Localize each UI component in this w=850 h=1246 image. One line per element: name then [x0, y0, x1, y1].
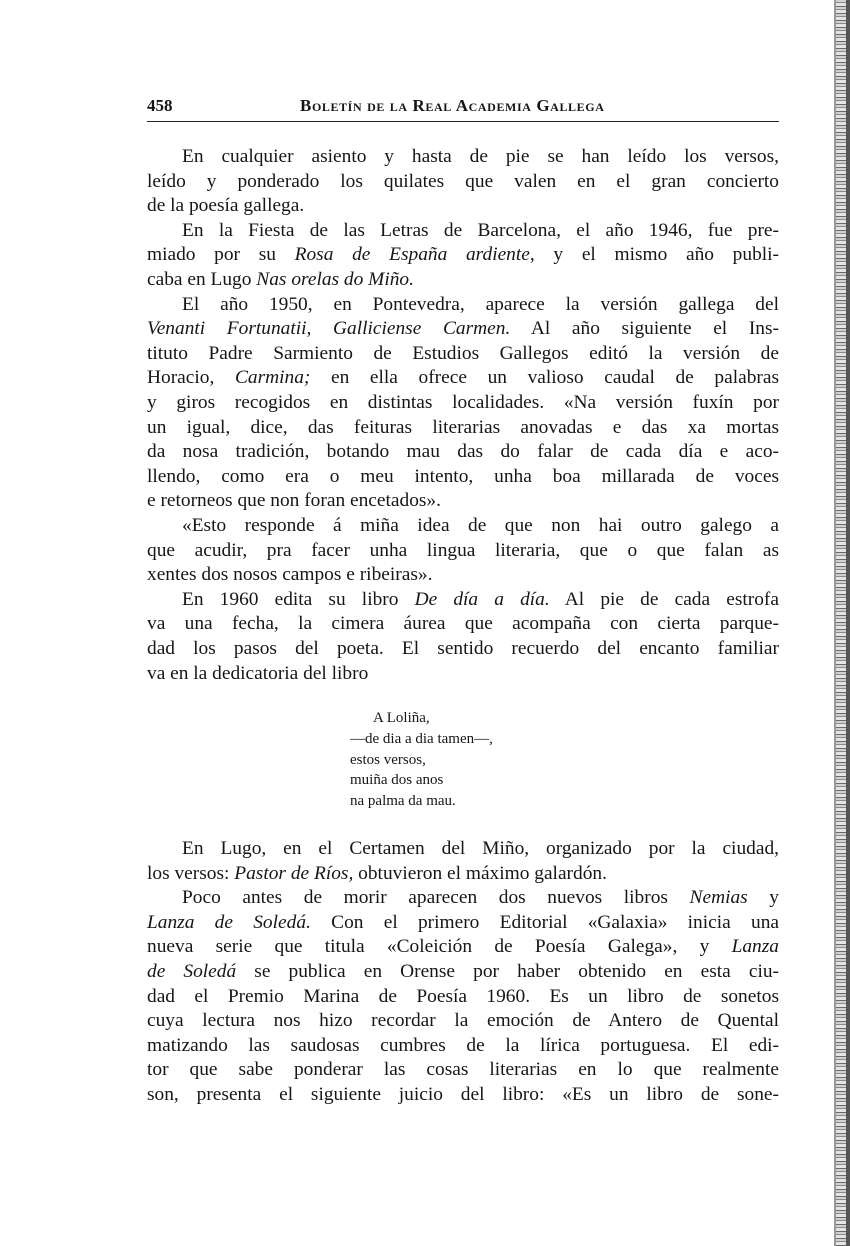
text-line [147, 1083, 779, 1107]
text-segment: En cualquier asiento y hasta de pie se han leído los versos, [182, 146, 779, 167]
text-line [182, 886, 779, 910]
italic-title: Nemias [689, 887, 748, 909]
text-segment: va en la dedicatoria del libro [147, 662, 369, 684]
dedication-line: A Loliña, [373, 710, 430, 726]
text-segment: En 1960 edita su libro [182, 588, 415, 610]
text-segment: leído y ponderado los quilates que valen en el gran concierto [147, 170, 779, 192]
text-line [147, 170, 779, 194]
text-line [147, 342, 779, 366]
text-line [182, 588, 779, 612]
text-line [147, 1034, 779, 1058]
text-segment: Al año siguiente el Ins- [510, 318, 779, 340]
text-segment: llendo, como era o meu intento, unha boa millarada de voces [147, 465, 779, 487]
italic-title: Nas orelas do Miño. [256, 269, 414, 290]
text-segment: Al pie de cada estrofa [549, 588, 779, 610]
page-number: 458 [147, 96, 173, 115]
italic-title: de Soledá [147, 961, 237, 982]
text-line [147, 268, 779, 292]
text-line [147, 194, 779, 218]
dedication-line: —de dia a dia tamen—, [350, 730, 493, 747]
text-segment: un igual, dice, das feituras literarias anovadas e das xa mortas [147, 416, 779, 438]
text-segment: matizando las saudosas cumbres de la lírica portuguesa. El edi- [147, 1034, 779, 1056]
text-segment: El año 1950, en Pontevedra, aparece la versión gallega del [182, 293, 779, 315]
text-line [147, 637, 779, 661]
italic-title: Venanti Fortunatii, Galliciense Carmen. [147, 318, 511, 340]
text-segment: los versos: [147, 862, 235, 884]
italic-title: Lanza de Soledá. [147, 911, 311, 933]
text-segment: en ella ofrece un valioso caudal de palabras [310, 367, 779, 389]
text-segment: tituto Padre Sarmiento de Estudios Gallegos editó la versión de [147, 342, 779, 364]
running-title: Boletín de la Real Academia Gallega [300, 96, 605, 115]
text-line [147, 416, 779, 440]
dedication-line: na palma da mau. [350, 793, 456, 810]
text-line [147, 911, 779, 935]
italic-title: Pastor de Ríos, [234, 862, 354, 884]
text-segment: caba en Lugo [147, 269, 257, 290]
text-line [147, 1009, 779, 1033]
text-segment: de la poesía gallega. [147, 195, 305, 217]
text-line [147, 489, 779, 513]
text-segment: tor que sabe ponderar las cosas literarias en lo que realmente [147, 1059, 779, 1081]
text-segment: «Esto responde á miña idea de que non hai outro galego a [182, 515, 779, 536]
italic-title: Rosa de España ardiente, [294, 244, 535, 266]
text-line [147, 317, 779, 341]
scan-edge [834, 0, 850, 1246]
text-line [147, 366, 779, 390]
text-line [182, 145, 779, 169]
text-line [147, 935, 779, 959]
text-segment: nueva serie que titula «Coleición de Poesía Galega», y [147, 936, 732, 958]
text-segment: Horacio, [147, 367, 235, 389]
text-line [147, 862, 779, 886]
text-segment: miado por su [147, 244, 295, 266]
text-line [147, 465, 779, 489]
text-segment: dad el Premio Marina de Poesía 1960. Es un libro de sonetos [147, 985, 779, 1007]
text-segment: En Lugo, en el Certamen del Miño, organizado por la ciudad, [182, 838, 779, 859]
text-segment: que acudir, pra facer unha lingua literaria, que o que falan as [147, 539, 779, 561]
text-line [147, 960, 779, 984]
dedication-line: estos versos, [350, 751, 426, 768]
text-line [147, 612, 779, 636]
text-segment: xentes dos nosos campos e ribeiras». [147, 564, 433, 586]
italic-title: De día a día. [414, 588, 550, 610]
text-segment: En la Fiesta de las Letras de Barcelona, el año 1946, fue pre- [182, 219, 779, 241]
text-segment: cuya lectura nos hizo recordar la emoción de Antero de Quental [147, 1010, 779, 1032]
text-segment: Con el primero Editorial «Galaxia» inicia una [310, 911, 779, 933]
text-segment: va una fecha, la cimera áurea que acompaña con cierta parque- [147, 613, 779, 635]
text-segment: son, presenta el siguiente juicio del libro: «Es un libro de sone- [147, 1084, 779, 1105]
text-segment: y giros recogidos en distintas localidades. «Na versión fuxín por [147, 392, 779, 413]
text-line [182, 837, 779, 861]
text-line [147, 985, 779, 1009]
text-segment: obtuvieron el máximo galardón. [353, 862, 607, 884]
text-segment: y el mismo año publi- [534, 244, 779, 266]
text-line [147, 1058, 779, 1082]
text-line [147, 539, 779, 563]
text-line [147, 662, 779, 686]
text-segment: da nosa tradición, botando mau das do falar de cada día e aco- [147, 441, 779, 463]
text-segment: se publica en Orense por haber obtenido en esta ciu- [236, 961, 779, 982]
italic-title: Carmina; [234, 367, 311, 389]
text-line [147, 440, 779, 464]
header-rule [147, 121, 779, 122]
text-segment: dad los pasos del poeta. El sentido recuerdo del encanto familiar [147, 638, 779, 659]
text-line [147, 243, 779, 267]
text-line [182, 293, 779, 317]
text-line [182, 514, 779, 538]
text-segment: y [747, 887, 779, 909]
text-segment: Poco antes de morir aparecen dos nuevos libros [182, 887, 690, 909]
text-line [147, 391, 779, 415]
italic-title: Lanza [731, 936, 779, 958]
text-line [182, 219, 779, 243]
dedication-line: muiña dos anos [350, 772, 444, 789]
text-segment: e retorneos que non foran encetados». [147, 490, 441, 512]
text-line [147, 563, 779, 587]
